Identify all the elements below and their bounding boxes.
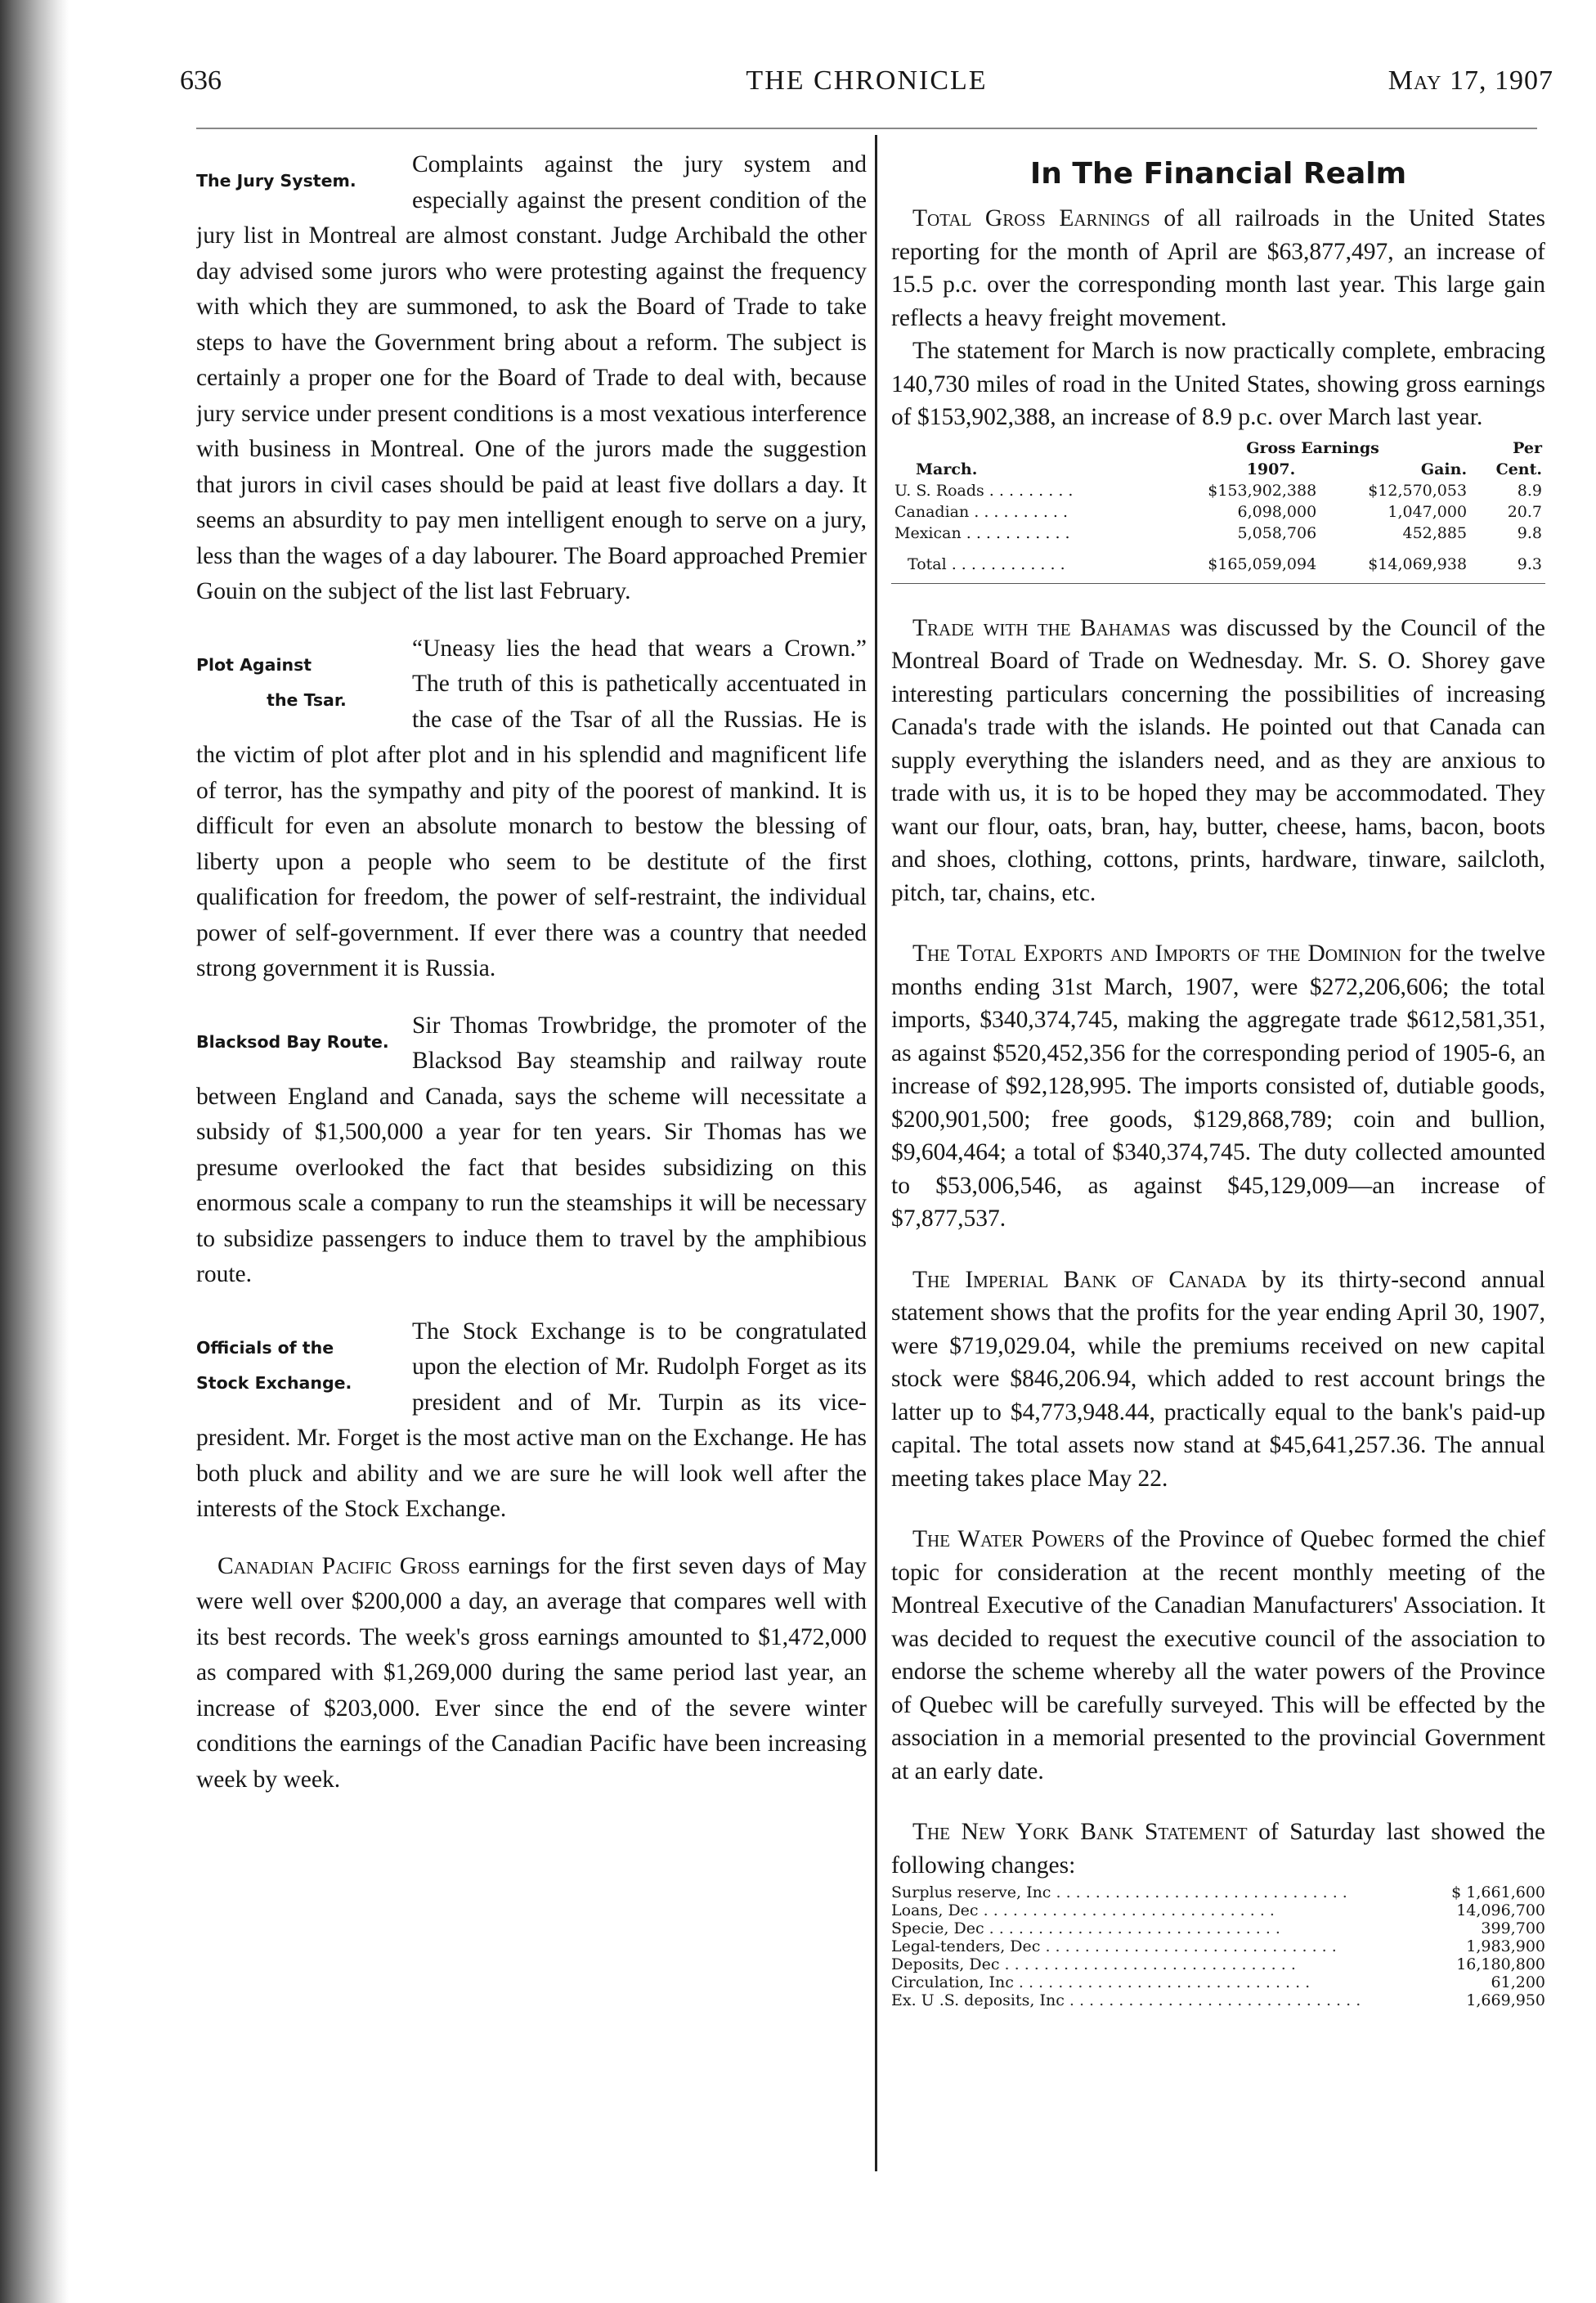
publication-title: THE CHRONICLE xyxy=(746,65,988,96)
gross-earnings-table xyxy=(891,438,1545,575)
section-title: In The Financial Realm xyxy=(1029,157,1407,191)
column-divider xyxy=(875,135,877,2171)
article-text: The Stock Exchange is to be congratulated upon the election of Mr. Rudolph Forget as its president and of Mr. Turpin as its vice-president. Mr. Forget is the most active man on the Exchange. He has both pluck and ability and we are sure he will look well after the interests of the Stock Exchange. xyxy=(196,1318,867,1522)
list-item: Surplus reserve, Inc . . . $ 1,661,600 xyxy=(891,1883,1545,1901)
col-header-year: 1907. xyxy=(1246,460,1296,478)
table-row: U. S. Roads . . . . . . . . . $153,902,388 $12,570,053 8.9 xyxy=(894,481,1542,500)
article-text: Sir Thomas Trowbridge, the promoter of the Blacksod Bay steamship and railway route between England and Canada, says the scheme will necessitate a subsidy of $1,500,000 a year for ten years. Sir Thomas has we presume overlooked the fact that besides subsidizing on this enormous scale a company to run the steamships it will be necessary to subsidize passengers to induce them to travel by the amphibious route. xyxy=(196,1012,867,1287)
item-gross-earnings: Total Gross Earnings of all railroads in the United States reporting for the month of April are $63,877,497, an increase of 15.5 p.c. over the corresponding month last year. This large gain reflects a heavy freight movement. The statement for March is now practically complete, embracing 140,730 miles of road in the United States, showing gross earnings of $153,902,388, an increase of 8.9 p.c. over March last year. xyxy=(891,202,1545,434)
article-jury-system xyxy=(196,147,867,610)
table-row: Canadian . . . . . . . . . . 6,098,000 1,047,000 20.7 xyxy=(894,502,1542,521)
article-canadian-pacific xyxy=(196,1549,867,1798)
list-item: Circulation, Inc . . . 61,200 xyxy=(891,1973,1545,1991)
article-text: The statement for March is now practically complete, embracing 140,730 miles of road in the United States, showing gross earnings of $153,902,388, an increase of 8.9 p.c. over March last year. xyxy=(891,338,1545,430)
left-column xyxy=(196,147,867,2167)
right-column xyxy=(891,147,1545,2167)
article-blacksod-bay-route xyxy=(196,1008,867,1293)
lead-words: The Water Powers xyxy=(912,1526,1105,1552)
item-imperial-bank: The Imperial Bank of Canada by its thirty-second annual statement shows that the profits for the year ending April 30, 1907, were $719,029.04, while the premiums received on new capital stock were $846,206.94, which added to rest account brings the latter up to $4,773,948.44, practically equal to the bank's paid-up capital. The total assets now stand at $45,641,257.36. The annual meeting takes place May 22. xyxy=(891,1266,1545,1492)
col-header-per: Per xyxy=(1513,438,1542,457)
lead-words: The Imperial Bank of Canada xyxy=(912,1266,1247,1293)
side-heading: The Jury System. xyxy=(196,171,356,191)
lead-words: Trade with the Bahamas xyxy=(912,614,1171,641)
page-number: 636 xyxy=(180,65,222,96)
bank-changes-list xyxy=(891,1883,1545,2009)
lead-words: The New York Bank Statement xyxy=(912,1819,1248,1845)
list-item: Loans, Dec . . . 14,096,700 xyxy=(891,1901,1545,1919)
issue-date: May 17, 1907 xyxy=(1388,65,1553,96)
header-rule xyxy=(196,128,1537,129)
article-text: “Uneasy lies the head that wears a Crown.” The truth of this is pathetically accentuated in the case of the Tsar of all the Russias. He is the victim of plot after plot and in his splendid and magnificent life of terror, has the sympathy and pity of the poorest of mankind. It is difficult for even an absolute monarch to bestow the blessing of liberty upon a people who seem to be destitute of the first qualification for freedom, the power of self-restraint, the individual power of self-government. If ever there was a country that needed strong government it is Russia. xyxy=(196,635,867,981)
table-total-row: Total . . . . . . . . . . . . $165,059,094 $14,069,938 9.3 xyxy=(908,554,1542,573)
article-text: Complaints against the jury system and especially against the present condition of the jury list in Montreal are almost constant. Judge Archibald the other day advised some jurors who were protesting against the frequency with which they are summoned, to ask the Board of Trade to take steps to have the Government bring about a reform. The subject is certainly a proper one for the Board of Trade to deal with, because jury service under present conditions is a most vexatious interference with business in Montreal. One of the jurors made the suggestion that jurors in civil cases should be paid at least five dollars a day. It seems an absurdity to pay men intelligent enough to serve on a jury, less than the wages of a day labourer. The Board approached Premier Gouin on the subject of the list last February. xyxy=(196,151,867,604)
col-group-header: Gross Earnings xyxy=(1246,438,1379,457)
lead-words: Canadian Pacific Gross xyxy=(217,1552,460,1579)
col-header-gain: Gain. xyxy=(1420,460,1468,478)
item-water-powers: The Water Powers of the Province of Quebec formed the chief topic for consideration at the recent monthly meeting of the Montreal Executive of the Canadian Manufacturers' Association. It was decided to request the executive council of the association to endorse the scheme whereby all the water powers of the Province of Quebec will be carefully surveyed. This will be effected by the association in a memorial presented to the provincial Government at an early date. xyxy=(891,1526,1545,1784)
list-item: Legal-tenders, Dec . . . 1,983,900 xyxy=(891,1937,1545,1955)
article-plot-against-tsar xyxy=(196,631,867,987)
lead-words: Total Gross Earnings xyxy=(912,205,1150,231)
table-row: Mexican . . . . . . . . . . . 5,058,706 452,885 9.8 xyxy=(894,523,1542,542)
list-item: Ex. U .S. deposits, Inc . . . 1,669,950 xyxy=(891,1991,1545,2009)
list-item: Specie, Dec . . . 399,700 xyxy=(891,1919,1545,1937)
running-head xyxy=(180,65,1553,114)
side-heading: Plot Against the Tsar. xyxy=(196,654,347,710)
list-item: Deposits, Dec . . . 16,180,800 xyxy=(891,1955,1545,1973)
side-heading: Officials of the Stock Exchange. xyxy=(196,1337,352,1393)
item-bahamas-trade: Trade with the Bahamas was discussed by the Council of the Montreal Board of Trade on Wednesday. Mr. S. O. Shorey gave interesting particulars concerning the possibilities of increasing Canada's trade with the islands. He pointed out that Canada can supply everything the islanders need, and as they are anxious to trade with us, it is to be hoped they may be accommodated. They want our flour, oats, bran, hay, butter, cheese, hams, bacon, boots and shoes, clothing, cottons, prints, hardware, tinware, sailcloth, pitch, tar, chains, etc. xyxy=(891,614,1545,906)
side-heading: Blacksod Bay Route. xyxy=(196,1031,389,1052)
article-stock-exchange-officials xyxy=(196,1314,867,1528)
item-exports-imports: The Total Exports and Imports of the Dominion for the twelve months ending 31st March, 1907, were $272,206,606; the total imports, $340,374,745, making the aggregate trade $612,581,351, as against $520,452,356 for the corresponding period of 1905-6, an increase of $92,128,995. The imports consisted of, dutiable goods, $200,901,500; free goods, $129,868,789; coin and bullion, $9,604,464; a total of $340,374,745. The duty collected amounted to $53,006,546, as against $45,129,009—an increase of $7,877,537. xyxy=(891,941,1545,1232)
item-ny-bank-statement: The New York Bank Statement of Saturday last showed the following changes: Surplus reserve, Inc . . . $ 1,661,600 Loans, Dec . . . 14,096,700 Specie, Dec . . . 399,700 Legal-tenders, Dec . . . 1,983,900 Deposits, Dec . . . 16,180,800 Circulation, Inc . . . 61,200 Ex. U .S. deposits, Inc . . . 1,669,950 xyxy=(891,1816,1545,2009)
article-text: Canadian Pacific Gross earnings for the first seven days of May were well over $200,000 a day, an average that compares well with its best records. The week's gross earnings amounted to $1,472,000 as compared with $1,269,000 during the same period last year, an increase of $203,000. Ever since the end of the severe winter conditions the earnings of the Canadian Pacific have been increasing week by week. xyxy=(196,1552,867,1793)
col-header-cent: Cent. xyxy=(1495,460,1542,478)
lead-words: The Total Exports and Imports of the Dominion xyxy=(912,941,1402,967)
table-rule xyxy=(891,583,1545,584)
col-header-month: March. xyxy=(916,460,978,478)
